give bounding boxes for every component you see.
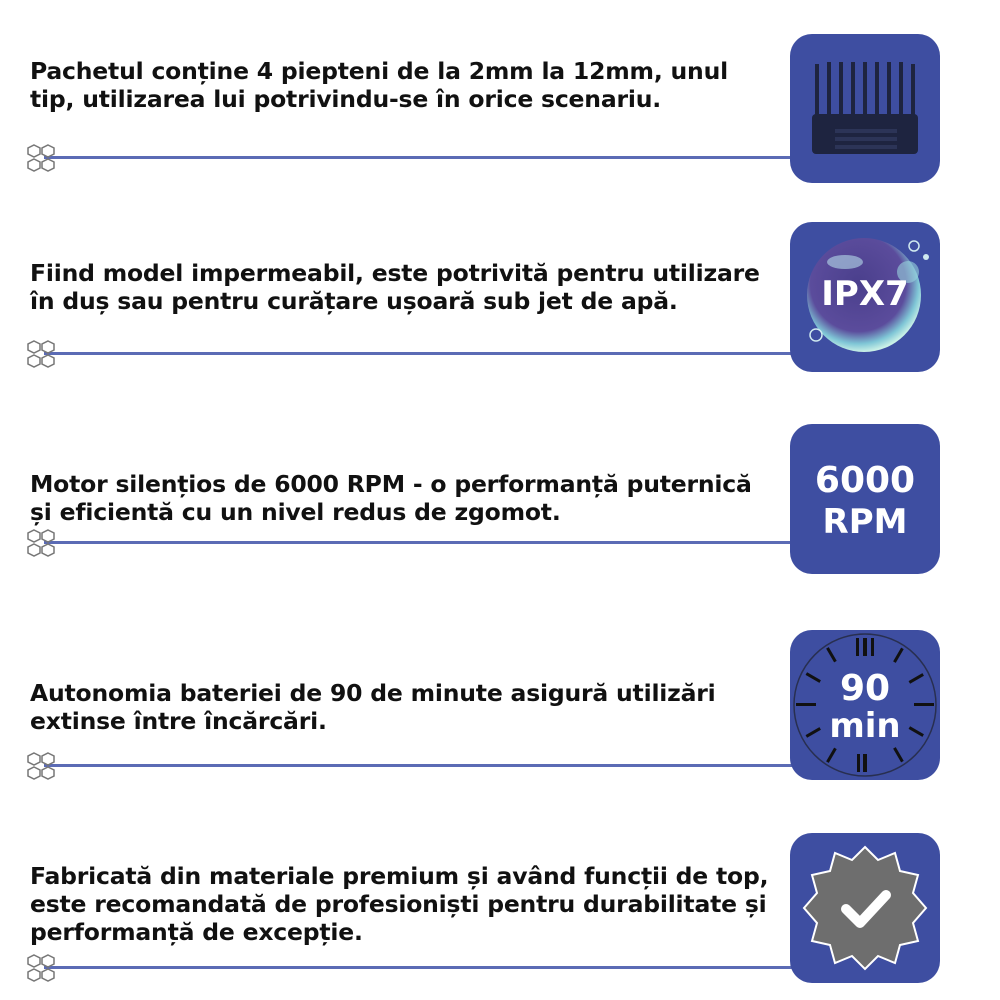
hexagon-cluster-icon [26,752,58,780]
quality-badge-check-icon [790,833,940,983]
divider-line [44,352,814,355]
battery-life-tile [790,630,940,780]
motor-speed-value: 6000 [814,460,916,501]
quality-tile [790,833,940,983]
hexagon-cluster-icon [26,529,58,557]
feature-description: Fiind model impermeabil, este potrivită pentru utilizare în duș sau pentru curățare ușoară sub jet de apă. [30,259,760,315]
comb-guide-tile [790,34,940,183]
hexagon-cluster-icon [26,954,58,982]
motor-speed-tile [790,424,940,574]
divider-line [44,764,814,767]
hexagon-cluster-icon [26,144,58,172]
waterproof-rating-label: IPX7 [821,274,909,314]
waterproof-tile [790,222,940,372]
divider-line [44,966,824,969]
feature-description: Pachetul conține 4 piepteni de la 2mm la 12mm, unul tip, utilizarea lui potrivindu-se în orice scenariu. [30,57,728,113]
motor-speed-unit: RPM [822,502,908,542]
hexagon-cluster-icon [26,340,58,368]
feature-description: Fabricată din materiale premium și având funcții de top, este recomandată de profesioniști pentru durabilitate și performanță de excepție. [30,862,769,946]
feature-description: Motor silențios de 6000 RPM - o performanță puternică și eficientă cu un nivel redus de zgomot. [30,470,752,526]
divider-line [44,156,794,159]
feature-description: Autonomia bateriei de 90 de minute asigură utilizări extinse între încărcări. [30,679,716,735]
comb-guide-icon [790,34,940,183]
divider-line [44,541,824,544]
battery-life-unit: min [829,706,901,746]
battery-life-value: 90 [839,668,891,709]
